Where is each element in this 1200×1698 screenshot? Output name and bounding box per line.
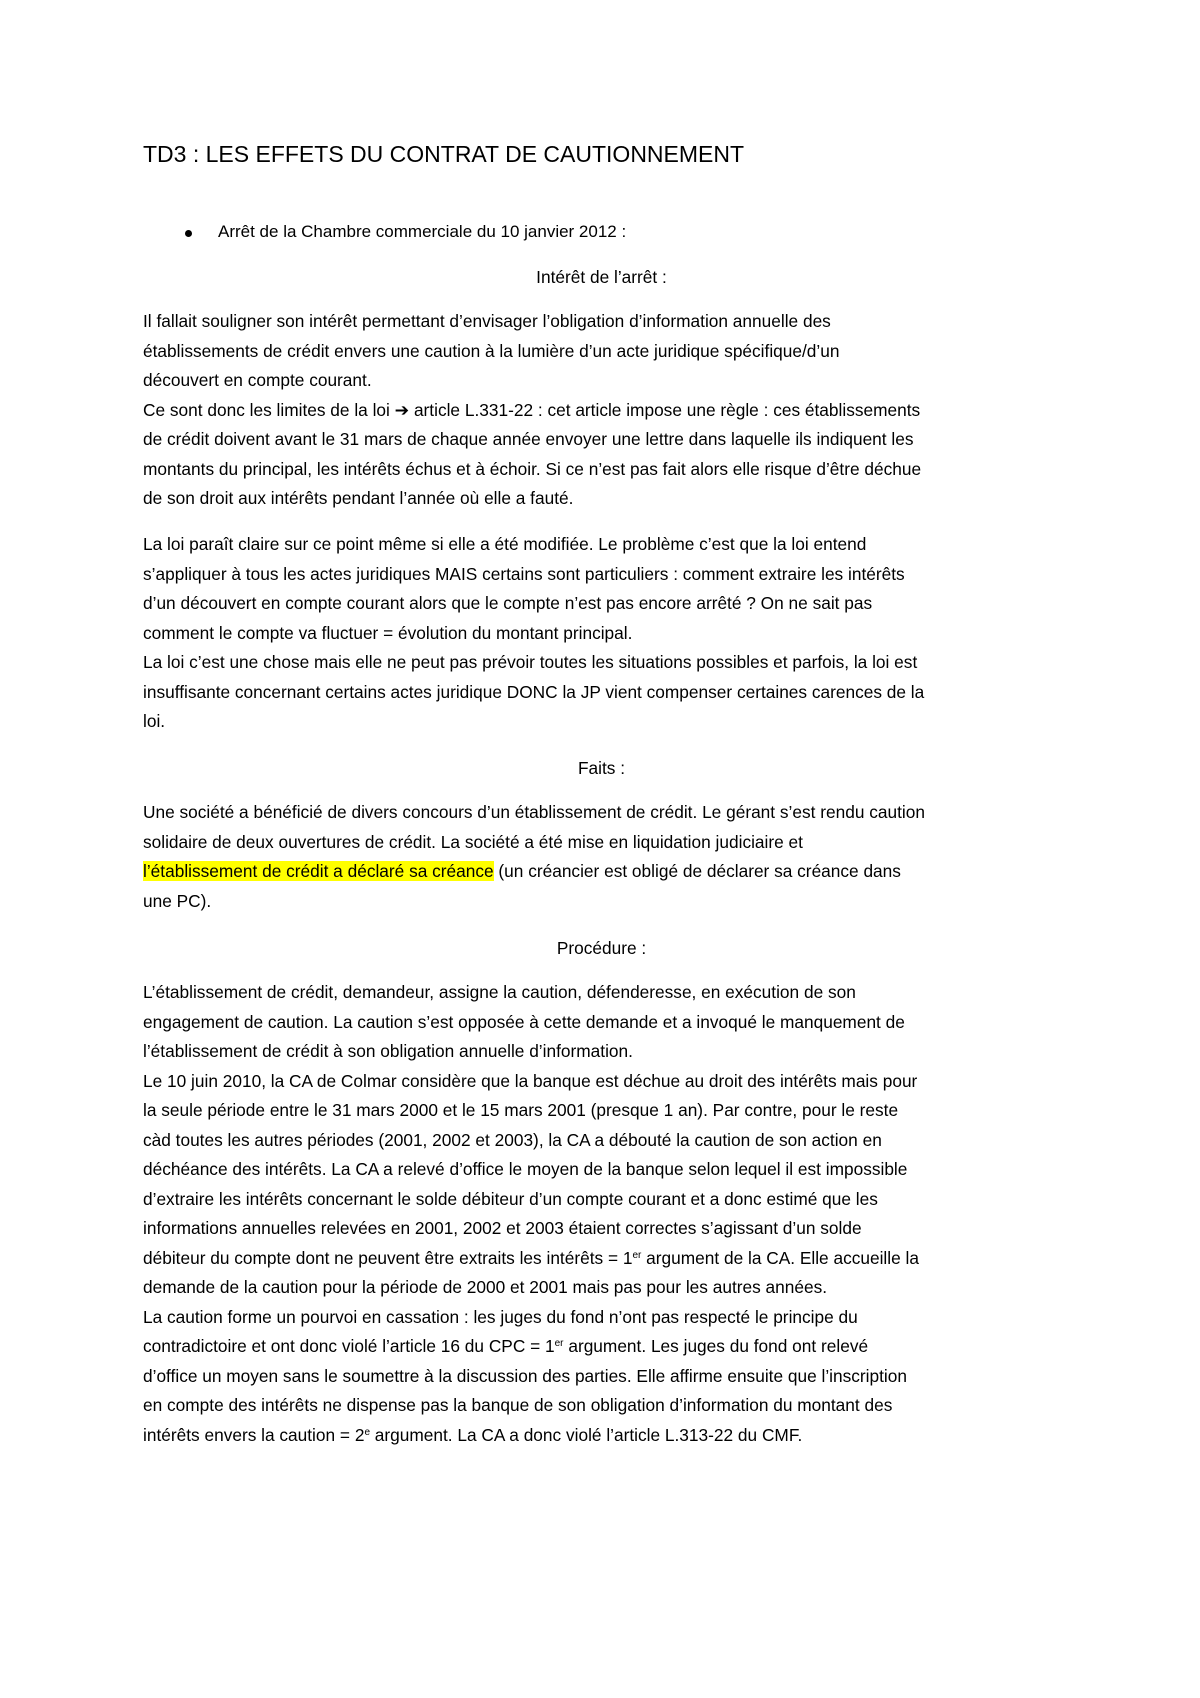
text-line: Il fallait souligner son intérêt permettant d’envisager l’obligation d’information annuelle des: [143, 311, 831, 331]
text-line: demande de la caution pour la période de 2000 et 2001 mais pas pour les autres années.: [143, 1277, 828, 1297]
superscript: er: [554, 1338, 564, 1349]
text-line: comment le compte va fluctuer = évolution du montant principal.: [143, 622, 633, 643]
bullet-dot-icon: [185, 230, 192, 237]
text-line: établissements de crédit envers une caution à la lumière d’un acte juridique spécifique/d’un: [143, 340, 840, 361]
document-title: TD3 : LES EFFETS DU CONTRAT DE CAUTIONNEMENT: [143, 141, 745, 167]
highlighted-text: l’établissement de crédit a déclaré sa créance: [143, 861, 494, 881]
text-line: déchéance des intérêts. La CA a relevé d’office le moyen de la banque selon lequel il est impossible: [143, 1159, 908, 1179]
text-fragment: argument. La CA a donc violé l’article L.313-22 du CMF.: [370, 1424, 803, 1445]
text-line: La caution forme un pourvoi en cassation : les juges du fond n’ont pas respecté le principe du: [143, 1306, 858, 1327]
paragraph-loi: [143, 530, 1083, 737]
paragraph-procedure: [143, 978, 1083, 1450]
superscript: er: [632, 1249, 642, 1261]
text-line: L’établissement de crédit, demandeur, assigne la caution, défenderesse, en exécution de son: [143, 982, 856, 1002]
text-line: càd toutes les autres périodes (2001, 2002 et 2003), la CA a débouté la caution de son action en: [143, 1129, 882, 1150]
text-line: [143, 1244, 1083, 1274]
heading-procedure: Procédure :: [556, 938, 647, 958]
text-line: une PC).: [143, 890, 212, 911]
text-line: informations annuelles relevées en 2001, 2002 et 2003 étaient correctes s’agissant d’un solde: [143, 1218, 862, 1238]
text-line: loi.: [143, 711, 166, 731]
text-line: solidaire de deux ouvertures de crédit. La société a été mise en liquidation judiciaire et: [143, 831, 803, 852]
text-line: en compte des intérêts ne dispense pas la banque de son obligation d’information du montant des: [143, 1395, 893, 1415]
paragraph-interet: [143, 307, 1083, 514]
text-line: La loi c’est une chose mais elle ne peut pas prévoir toutes les situations possibles et parfois, la loi est: [143, 652, 918, 672]
text-line: [143, 1332, 1083, 1362]
text-line: la seule période entre le 31 mars 2000 et le 15 mars 2001 (presque 1 an). Par contre, pour le reste: [143, 1100, 899, 1120]
text-line: l’établissement de crédit à son obligation annuelle d’information.: [143, 1041, 633, 1061]
text-fragment: (un créancier est obligé de déclarer sa créance dans: [493, 861, 901, 881]
text-line: d’office un moyen sans le soumettre à la discussion des parties. Elle affirme ensuite que l’inscription: [143, 1365, 907, 1386]
text-line: Une société a bénéficié de divers concours d’un établissement de crédit. Le gérant s’est rendu caution: [143, 802, 925, 822]
text-line: d’un découvert en compte courant alors que le compte n’est pas encore arrêté ? On ne sait pas: [143, 593, 873, 613]
text-line: de son droit aux intérêts pendant l’année où elle a fauté.: [143, 488, 574, 508]
heading-faits: Faits :: [577, 758, 626, 778]
text-line: montants du principal, les intérêts échus et à échoir. Si ce n’est pas fait alors elle risque d’être déchue: [143, 458, 922, 479]
text-fragment: argument. Les juges du fond ont relevé: [563, 1336, 869, 1356]
text-line: de crédit doivent avant le 31 mars de chaque année envoyer une lettre dans laquelle ils indiquent les: [143, 429, 914, 449]
text-line: Le 10 juin 2010, la CA de Colmar considère que la banque est déchue au droit des intérêts mais pour: [143, 1070, 918, 1091]
text-fragment: intérêts envers la caution = 2: [143, 1424, 365, 1445]
text-fragment: débiteur du compte dont ne peuvent être extraits les intérêts = 1: [143, 1247, 633, 1268]
text-line: s’appliquer à tous les actes juridiques MAIS certains sont particuliers : comment extraire les intérêts: [143, 563, 905, 584]
text-line: d’extraire les intérêts concernant le solde débiteur d’un compte courant et a donc estimé que les: [143, 1188, 878, 1209]
heading-interet: Intérêt de l’arrêt :: [536, 267, 667, 287]
text-line: engagement de caution. La caution s’est opposée à cette demande et a invoqué le manquement de: [143, 1011, 905, 1032]
superscript: e: [364, 1426, 370, 1438]
text-line: La loi paraît claire sur ce point même si elle a été modifiée. Le problème c’est que la loi entend: [143, 534, 867, 554]
text-fragment: argument de la CA. Elle accueille la: [641, 1247, 919, 1268]
text-fragment: contradictoire et ont donc violé l’article 16 du CPC = 1: [143, 1336, 555, 1356]
text-line: Ce sont donc les limites de la loi ➔ article L.331-22 : cet article impose une règle : ces établissements: [143, 399, 921, 420]
paragraph-faits: [143, 798, 1083, 916]
text-line: insuffisante concernant certains actes juridique DONC la JP vient compenser certaines carences de la: [143, 681, 925, 702]
text-line: [143, 1421, 1083, 1451]
text-line: [143, 857, 1083, 887]
text-line: découvert en compte courant.: [143, 370, 372, 390]
bullet-text: Arrêt de la Chambre commerciale du 10 janvier 2012 :: [218, 222, 627, 241]
